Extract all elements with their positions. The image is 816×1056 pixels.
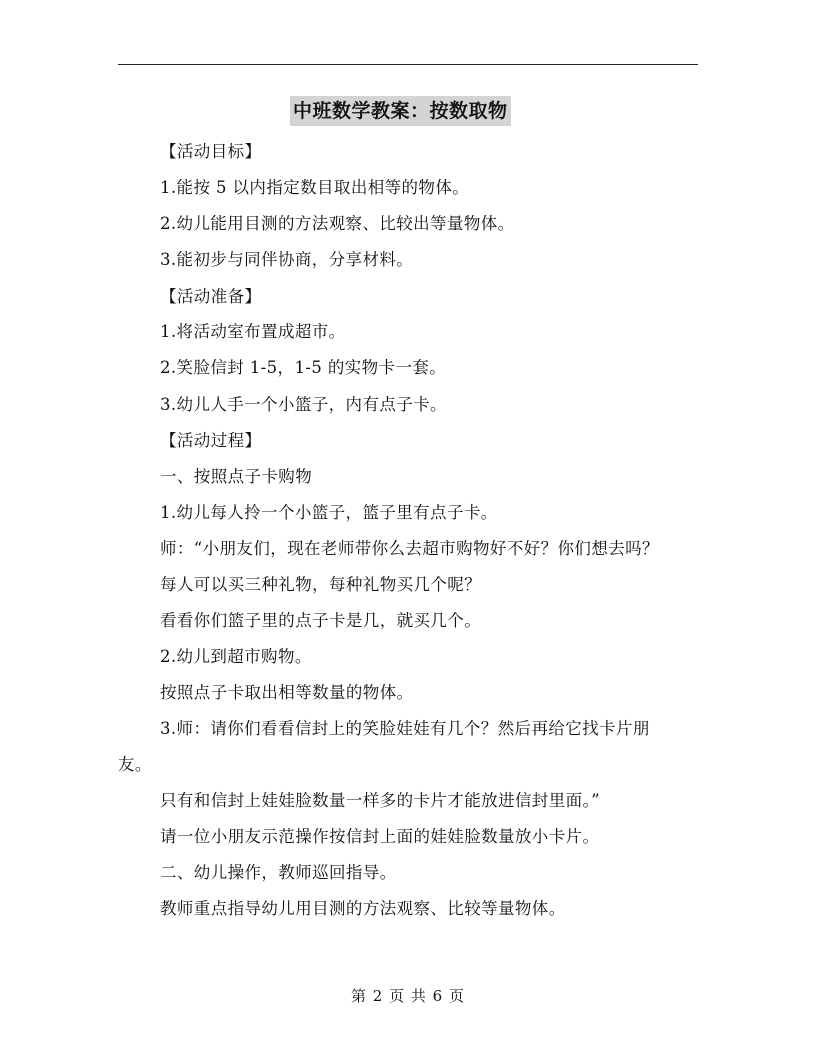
page-title: 中班数学教案：按数取物 (290, 96, 511, 126)
paragraph: 2.笑脸信封 1-5，1-5 的实物卡一套。 (160, 358, 447, 377)
paragraph: 按照点子卡取出相等数量的物体。 (160, 683, 414, 702)
paragraph: 3.幼儿人手一个小篮子，内有点子卡。 (160, 395, 447, 414)
paragraph: 1.将活动室布置成超市。 (160, 322, 346, 341)
paragraph: 请一位小朋友示范操作按信封上面的娃娃脸数量放小卡片。 (160, 827, 600, 846)
paragraph: 2.幼儿到超市购物。 (160, 647, 312, 666)
paragraph: 2.幼儿能用目测的方法观察、比较出等量物体。 (160, 214, 515, 233)
paragraph: 1.能按 5 以内指定数目取出相等的物体。 (160, 178, 470, 197)
section-heading-process: 【活动过程】 (160, 431, 262, 450)
paragraph: 一、按照点子卡购物 (160, 467, 313, 486)
paragraph: 教师重点指导幼儿用目测的方法观察、比较等量物体。 (160, 899, 566, 918)
section-heading-preparation: 【活动准备】 (160, 287, 262, 306)
paragraph: 3.能初步与同伴协商，分享材料。 (160, 250, 414, 269)
paragraph: 3.师：请你们看看信封上的笑脸娃娃有几个？然后再给它找卡片朋 (160, 719, 650, 738)
paragraph: 每人可以买三种礼物，每种礼物买几个呢？ (160, 575, 482, 594)
header-rule (118, 64, 698, 65)
page-number: 第 2 页 共 6 页 (351, 987, 465, 1005)
paragraph: 只有和信封上娃娃脸数量一样多的卡片才能放进信封里面。” (160, 791, 600, 810)
paragraph: 师：“小朋友们，现在老师带你么去超市购物好不好？你们想去吗？ (160, 539, 659, 558)
paragraph: 看看你们篮子里的点子卡是几，就买几个。 (160, 611, 482, 630)
section-heading-goals: 【活动目标】 (160, 142, 262, 161)
paragraph: 二、幼儿操作，教师巡回指导。 (160, 863, 397, 882)
paragraph: 1.幼儿每人拎一个小篮子，篮子里有点子卡。 (160, 503, 498, 522)
paragraph: 友。 (118, 755, 152, 774)
